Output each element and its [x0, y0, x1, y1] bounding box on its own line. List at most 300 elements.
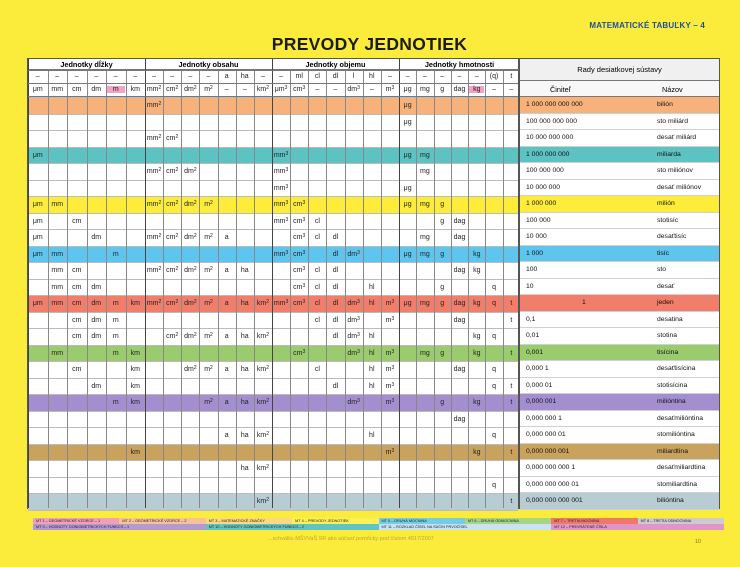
grid-vline	[416, 70, 417, 508]
unit-label: $dm^3$	[347, 85, 360, 93]
unit-prefix: dl	[332, 73, 339, 80]
grid-cell: ha	[240, 366, 249, 373]
grid-hline	[28, 510, 518, 511]
unit-prefix: l	[352, 73, 355, 80]
grid-cell: $m^2$	[204, 233, 213, 241]
grid-cell: $mm^2$	[146, 200, 162, 208]
grid-cell: $mm^2$	[146, 101, 162, 109]
decimal-name: desaťtisícina	[657, 365, 696, 372]
grid-cell: μg	[403, 118, 412, 126]
grid-cell: cl	[314, 366, 320, 373]
grid-cell: mg	[420, 349, 430, 357]
grid-cell: a	[224, 300, 229, 307]
grid-cell: mm	[51, 267, 64, 274]
grid-cell: mg	[420, 250, 430, 258]
decimal-name: miliarda	[657, 150, 681, 158]
decimal-name: sto	[657, 266, 667, 273]
grid-cell: $km^2$	[256, 398, 269, 406]
grid-band	[28, 493, 518, 510]
grid-hline	[28, 444, 518, 445]
decimal-name: tisíc	[657, 249, 670, 257]
unit-prefix: ha	[240, 73, 249, 80]
decimal-name: desaťtisíc	[657, 233, 687, 240]
decimal-name: sto miliónov	[657, 167, 693, 174]
decimal-title: Rady desiatkovej sústavy	[577, 65, 662, 74]
legend-item[interactable]: MT 8 – TRETIA ODMOCNINA	[638, 518, 724, 524]
grid-cell: a	[224, 234, 229, 241]
grid-cell: dl	[332, 250, 339, 258]
decimal-row	[520, 394, 719, 411]
grid-cell: cm	[72, 267, 82, 274]
grid-hline	[28, 477, 518, 478]
unit-label: –	[492, 86, 497, 93]
unit-label: $\mu m^3$	[274, 85, 288, 93]
grid-cell: μm	[32, 300, 43, 307]
grid-cell: q	[492, 481, 497, 489]
grid-cell: mg	[420, 300, 430, 307]
grid-cell: $m^2$	[204, 332, 213, 340]
grid-cell: dag	[453, 415, 466, 423]
grid-cell: $mm^3$	[273, 216, 289, 225]
grid-cell: dag	[453, 366, 466, 373]
decimal-name: jeden	[657, 299, 674, 306]
decimal-row	[520, 229, 719, 246]
unit-label: m	[107, 86, 125, 93]
grid-cell: $m^3$	[385, 365, 395, 373]
decimal-name: tisícina	[657, 348, 679, 356]
grid-cell: kg	[473, 349, 481, 357]
grid-cell: $cm^2$	[166, 266, 179, 274]
decimal-name: desať	[657, 282, 675, 290]
decimal-factor: 1 000 000 000 000	[526, 101, 583, 108]
grid-cell: cl	[314, 267, 320, 274]
decimal-name: desať miliárd	[657, 134, 697, 141]
decimal-factor: 10 000 000	[526, 183, 561, 191]
grid-cell: kg	[473, 267, 481, 274]
grid-cell: g	[440, 349, 445, 357]
unit-label: $m^2$	[204, 85, 213, 93]
unit-label: g	[440, 86, 445, 93]
grid-cell: cl	[314, 234, 320, 241]
unit-prefix: –	[188, 73, 193, 80]
grid-cell: dag	[453, 300, 466, 307]
grid-cell: $cm^3$	[293, 266, 306, 274]
grid-cell: $m^2$	[204, 200, 213, 208]
grid-cell: $cm^3$	[293, 233, 306, 241]
decimal-factor: 0,1	[526, 315, 536, 323]
grid-cell: $m^2$	[204, 365, 213, 373]
grid-cell: cl	[314, 316, 320, 324]
grid-cell: $cm^2$	[166, 134, 179, 142]
unit-label: $cm^2$	[166, 85, 179, 93]
grid-cell: g	[440, 217, 445, 225]
grid-cell: $km^2$	[256, 497, 269, 505]
grid-cell: μm	[32, 201, 43, 208]
decimal-row	[520, 213, 719, 230]
grid-hline	[28, 196, 518, 197]
grid-cell: $dm^3$	[347, 398, 360, 406]
corner-label: MATEMATICKÉ TABUĽKY – 4	[589, 21, 705, 30]
grid-cell: $dm^3$	[347, 332, 360, 340]
grid-cell: $m^3$	[385, 315, 395, 324]
unit-label: μm	[32, 86, 43, 93]
legend-item[interactable]: MT 5 – DRUHÁ MOCNINA	[379, 518, 465, 524]
grid-vline	[199, 70, 200, 508]
grid-cell: hl	[369, 432, 375, 439]
decimal-row	[520, 246, 719, 263]
grid-cell: $km^2$	[256, 332, 269, 340]
grid-hline	[28, 262, 518, 263]
grid-cell: μm	[32, 250, 43, 258]
grid-cell: $cm^3$	[293, 216, 306, 225]
grid-hline	[28, 97, 518, 98]
grid-cell: $mm^2$	[146, 299, 162, 307]
unit-prefix: –	[474, 73, 479, 80]
grid-cell: t	[510, 399, 513, 406]
unit-label: $mm^2$	[146, 85, 162, 93]
grid-hline	[28, 130, 518, 131]
grid-hline	[28, 279, 518, 280]
decimal-factor: 1 000	[526, 249, 544, 257]
unit-prefix: –	[94, 73, 99, 80]
grid-hline	[28, 229, 518, 230]
grid-cell: km	[130, 382, 140, 390]
grid-cell: kg	[473, 300, 481, 307]
group-header: Jednotky obsahu	[145, 59, 272, 70]
unit-prefix: –	[113, 73, 118, 80]
grid-cell: m	[112, 349, 119, 357]
grid-hline	[28, 312, 518, 313]
unit-prefix: –	[206, 73, 211, 80]
decimal-row	[520, 295, 719, 312]
decimal-row	[520, 147, 719, 164]
grid-cell: $mm^2$	[146, 167, 162, 175]
decimal-factor: 0,000 000 001	[526, 447, 570, 455]
unit-label: μg	[403, 86, 412, 93]
decimal-factor: 100 000 000	[526, 167, 564, 174]
legend-item[interactable]: MT 4 – PREVODY JEDNOTIEK	[292, 518, 378, 524]
grid-cell: kg	[473, 250, 481, 258]
grid-cell: cm	[72, 283, 82, 291]
decimal-factor: 10	[526, 282, 534, 290]
grid-cell: $mm^2$	[146, 266, 162, 274]
grid-cell: km	[130, 448, 140, 456]
grid-cell: $mm^2$	[146, 134, 162, 142]
group-header: Jednotky dĺžky	[28, 59, 145, 70]
grid-cell: hl	[369, 300, 375, 307]
grid-cell: t	[510, 300, 513, 307]
decimal-name: desatina	[657, 315, 683, 323]
unit-prefix: cl	[314, 73, 320, 80]
decimal-factor: 100 000	[526, 216, 551, 224]
decimal-factor: 0,01	[526, 332, 540, 339]
grid-cell: g	[440, 300, 445, 307]
grid-cell: hl	[369, 333, 375, 340]
legend-item[interactable]: MT 7 – TRETIA MOCNINA	[551, 518, 637, 524]
grid-cell: cm	[72, 217, 82, 225]
unit-label: dm	[91, 86, 102, 93]
decimal-factor: 1 000 000 000	[526, 150, 570, 158]
grid-cell: dl	[332, 300, 339, 307]
grid-cell: hl	[369, 349, 375, 357]
grid-cell: m	[112, 333, 119, 340]
grid-cell: a	[224, 333, 229, 340]
grid-cell: mg	[420, 201, 430, 208]
decimal-factor: 100 000 000 000	[526, 117, 578, 125]
decimal-orders-table	[519, 58, 720, 509]
grid-cell: a	[224, 267, 229, 274]
grid-cell: dl	[332, 316, 339, 324]
grid-cell: μg	[403, 184, 412, 192]
legend-item[interactable]: MT 1 – GEOMETRICKÉ VZORCE – 1	[33, 518, 119, 524]
grid-vline	[145, 59, 146, 508]
unit-prefix: hl	[369, 73, 375, 80]
group-header: Jednotky objemu	[272, 59, 399, 70]
grid-cell: mm	[51, 250, 64, 258]
unit-label: mg	[420, 86, 430, 93]
grid-cell: $cm^3$	[293, 249, 306, 258]
legend-item[interactable]: MT 2 – GEOMETRICKÉ VZORCE – 2	[119, 518, 205, 524]
decimal-header-row	[520, 81, 719, 97]
decimal-name: sto miliárd	[657, 117, 688, 125]
legend-item[interactable]: MT 9 – HODNOTY GONIOMETRICKÝCH FUNKCIÍ – 1	[33, 524, 206, 530]
decimal-row	[520, 180, 719, 197]
grid-cell: kg	[473, 333, 481, 340]
unit-label: –	[369, 86, 374, 93]
decimal-factor: 0,000 1	[526, 365, 549, 372]
decimal-factor: 0,000 000 000 01	[526, 480, 579, 488]
decimal-name: stotisíc	[657, 216, 679, 224]
grid-cell: mm	[51, 300, 64, 307]
grid-cell: g	[440, 283, 445, 291]
grid-cell: $cm^2$	[166, 167, 179, 175]
grid-cell: μm	[32, 217, 43, 225]
grid-cell: q	[492, 333, 497, 340]
header-line	[28, 83, 518, 84]
unit-prefix: –	[422, 73, 427, 80]
grid-cell: μg	[403, 250, 412, 258]
unit-label: –	[315, 86, 320, 93]
decimal-factor: 0,000 001	[526, 398, 557, 405]
grid-cell: mg	[420, 168, 430, 175]
unit-label: –	[242, 86, 247, 93]
grid-vline	[236, 70, 237, 508]
grid-cell: dm	[91, 234, 102, 241]
unit-label: $km^2$	[256, 85, 269, 93]
decimal-row	[520, 328, 719, 345]
unit-label: kg	[469, 86, 484, 93]
grid-cell: dag	[453, 316, 466, 324]
decimal-row	[520, 460, 719, 477]
grid-cell: mm	[51, 201, 64, 208]
grid-cell: g	[440, 399, 445, 406]
grid-hline	[28, 163, 518, 164]
grid-cell: km	[130, 300, 140, 307]
grid-cell: dl	[332, 382, 339, 390]
unit-prefix: t	[510, 73, 513, 80]
unit-label: $cm^3$	[293, 85, 306, 93]
grid-vline	[126, 70, 127, 508]
legend-item[interactable]: MT 11 – ROZKLAD ČÍSEL NA SÚČIN PRVOČÍSEL	[379, 524, 552, 530]
grid-cell: $dm^2$	[184, 233, 197, 241]
grid-cell: $m^3$	[385, 398, 395, 406]
grid-hline	[28, 246, 518, 247]
group-header: Jednotky hmotnosti	[399, 59, 520, 70]
decimal-row	[520, 411, 719, 428]
grid-cell: μg	[403, 201, 412, 208]
table-sheet	[6, 8, 733, 548]
grid-cell: dm	[91, 382, 102, 390]
unit-prefix: a	[224, 73, 229, 80]
decimal-row	[520, 378, 719, 395]
grid-band	[28, 97, 518, 114]
grid-cell: $dm^2$	[184, 266, 197, 274]
decimal-factor: 0,000 000 000 001	[526, 497, 583, 504]
unit-label: $m^3$	[385, 85, 395, 93]
grid-cell: dag	[453, 234, 466, 241]
unit-prefix: –	[457, 73, 462, 80]
grid-cell: $cm^2$	[166, 233, 179, 241]
grid-vline	[218, 70, 219, 508]
grid-cell: t	[510, 349, 513, 357]
grid-cell: μg	[403, 102, 412, 109]
unit-label: cm	[72, 86, 82, 93]
grid-cell: $dm^3$	[347, 249, 360, 258]
grid-cell: kg	[473, 399, 481, 406]
decimal-col-factor: Činiteľ	[550, 85, 571, 94]
grid-cell: ha	[240, 267, 249, 274]
page-number: 10	[694, 539, 701, 545]
grid-cell: $mm^3$	[273, 150, 289, 159]
decimal-factor: 0,001	[526, 348, 544, 356]
page-title: PREVODY JEDNOTIEK	[271, 34, 468, 54]
grid-cell: hl	[369, 382, 375, 390]
unit-prefix: –	[405, 73, 410, 80]
decimal-name: stotina	[657, 332, 678, 339]
unit-label: mm	[51, 86, 64, 93]
grid-cell: $cm^3$	[293, 348, 306, 357]
grid-cell: m	[112, 250, 119, 258]
decimal-name: milióntina	[657, 398, 686, 405]
grid-cell: μm	[32, 151, 43, 159]
decimal-row	[520, 361, 719, 378]
decimal-factor: 10 000	[526, 233, 547, 240]
decimal-col-name: Názov	[662, 85, 683, 94]
grid-cell: t	[510, 498, 513, 505]
unit-prefix: –	[440, 73, 445, 80]
unit-prefix: –	[74, 73, 79, 80]
grid-cell: g	[440, 250, 445, 258]
grid-hline	[28, 427, 518, 428]
decimal-row	[520, 130, 719, 147]
grid-cell: μm	[32, 234, 43, 241]
grid-cell: $dm^3$	[347, 299, 360, 307]
grid-hline	[28, 345, 518, 346]
grid-cell: cm	[72, 316, 82, 324]
grid-hline	[28, 114, 518, 115]
grid-vline	[399, 59, 400, 508]
grid-cell: q	[492, 283, 497, 291]
grid-cell: ha	[240, 399, 249, 406]
grid-cell: $m^2$	[204, 299, 213, 307]
decimal-factor: 0,000 000 1	[526, 414, 562, 422]
decimal-row	[520, 493, 719, 510]
grid-hline	[28, 460, 518, 461]
unit-prefix: ml	[295, 73, 303, 80]
decimal-name: miliardtina	[657, 447, 688, 455]
header-line	[28, 70, 518, 71]
decimal-row	[520, 163, 719, 180]
grid-cell: t	[510, 448, 513, 456]
grid-hline	[28, 361, 518, 362]
grid-cell: $dm^2$	[184, 332, 197, 340]
decimal-factor: 0,000 01	[526, 381, 553, 389]
legend-item[interactable]: MT 12 – PREVRÁTENÉ ČÍSLA	[551, 524, 724, 530]
grid-cell: t	[510, 382, 513, 390]
grid-cell: ha	[240, 432, 249, 439]
grid-cell: $km^2$	[256, 431, 269, 439]
grid-hline	[28, 213, 518, 214]
grid-cell: kg	[473, 448, 481, 456]
grid-cell: km	[130, 366, 140, 373]
unit-label: dag	[453, 86, 466, 93]
grid-cell: km	[130, 399, 140, 406]
grid-cell: $dm^2$	[184, 167, 197, 175]
unit-label: –	[509, 86, 514, 93]
grid-cell: dl	[332, 283, 339, 291]
decimal-name: bilión	[657, 101, 673, 108]
grid-cell: cm	[72, 300, 82, 307]
decimal-factor: 1	[582, 299, 586, 306]
grid-cell: m	[112, 316, 119, 324]
decimal-row	[520, 312, 719, 329]
unit-prefix: –	[279, 73, 284, 80]
grid-hline	[28, 180, 518, 181]
grid-vline	[468, 70, 469, 508]
grid-cell: $cm^2$	[166, 332, 179, 340]
grid-cell: a	[224, 366, 229, 373]
decimal-name: stomilióntina	[657, 431, 695, 438]
decimal-name: milión	[657, 200, 675, 207]
grid-hline	[28, 295, 518, 296]
grid-cell: t	[510, 316, 513, 324]
grid-cell: dl	[332, 333, 339, 340]
grid-hline	[28, 147, 518, 148]
legend-item[interactable]: MT 10 – HODNOTY GONIOMETRICKÝCH FUNKCIÍ – 2	[206, 524, 379, 530]
grid-cell: g	[440, 201, 445, 208]
unit-grid	[27, 58, 519, 509]
unit-prefix: –	[387, 73, 392, 80]
unit-prefix: –	[35, 73, 40, 80]
grid-cell: $cm^2$	[166, 200, 179, 208]
unit-prefix: –	[260, 73, 265, 80]
grid-hline	[28, 378, 518, 379]
grid-cell: hl	[369, 283, 375, 291]
grid-cell: hl	[369, 366, 375, 373]
decimal-row	[520, 262, 719, 279]
grid-cell: $km^2$	[256, 365, 269, 373]
legend-item[interactable]: MT 3 – MATEMATICKÉ ZNAČKY	[206, 518, 292, 524]
decimal-row	[520, 97, 719, 114]
grid-cell: $mm^3$	[273, 299, 289, 307]
grid-cell: dl	[332, 234, 339, 241]
grid-vline	[28, 59, 29, 508]
grid-cell: $m^3$	[385, 381, 395, 390]
decimal-name: stomiliardtina	[657, 480, 698, 488]
legend-item[interactable]: MT 6 – DRUHÁ ODMOCNINA	[465, 518, 551, 524]
grid-cell: q	[492, 432, 497, 439]
grid-cell: $cm^3$	[293, 282, 306, 291]
